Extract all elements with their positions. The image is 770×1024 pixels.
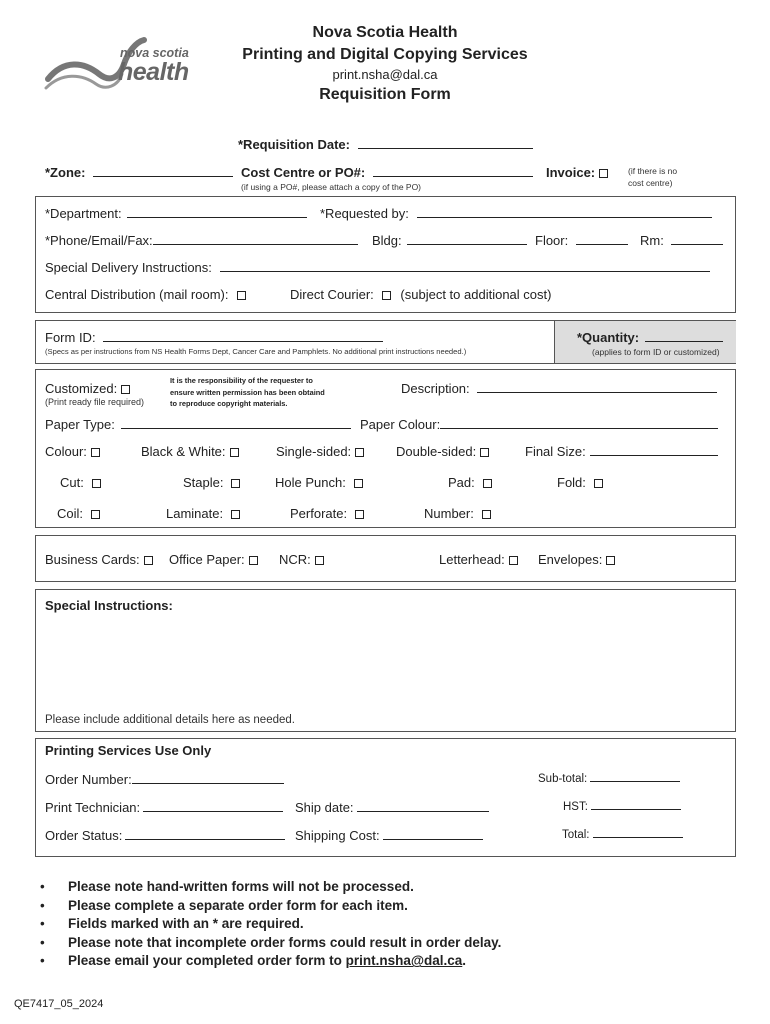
single-sided-checkbox[interactable] bbox=[355, 448, 364, 457]
cut-checkbox[interactable] bbox=[92, 479, 101, 488]
note-item bbox=[40, 952, 501, 971]
form-title: Requisition Form bbox=[319, 86, 451, 103]
central-distribution-label: Central Distribution (mail room): bbox=[45, 287, 229, 302]
paper-colour-field[interactable] bbox=[360, 417, 718, 432]
note-period: . bbox=[462, 953, 467, 969]
form-id-label: Form ID: bbox=[45, 330, 96, 345]
final-size-field[interactable] bbox=[525, 444, 718, 459]
quantity-label: *Quantity: bbox=[577, 330, 640, 345]
note-text: Please complete a separate order form for each item. bbox=[68, 897, 408, 913]
customized-label: Customized: bbox=[45, 381, 118, 396]
total-label: Total: bbox=[562, 829, 590, 841]
letterhead-label: Letterhead: bbox=[439, 552, 505, 567]
perforate-label: Perforate: bbox=[290, 506, 348, 521]
copyright-note-3: to reproduce copyright materials. bbox=[170, 399, 288, 408]
central-distribution-field[interactable] bbox=[45, 287, 246, 302]
note-text: Please email your completed order form to bbox=[68, 953, 346, 969]
description-label: Description: bbox=[401, 381, 470, 396]
department-label: *Department: bbox=[45, 206, 122, 221]
bullet: • bbox=[40, 916, 45, 932]
description-field[interactable] bbox=[401, 381, 717, 396]
ncr-checkbox[interactable] bbox=[315, 556, 324, 565]
special-delivery-field[interactable] bbox=[45, 260, 710, 275]
floor-field[interactable] bbox=[535, 233, 628, 248]
total-field[interactable] bbox=[562, 829, 683, 841]
staple-checkbox[interactable] bbox=[231, 479, 240, 488]
hole-punch-option[interactable] bbox=[275, 475, 363, 490]
zone-label: *Zone: bbox=[45, 165, 86, 180]
business-cards-label: Business Cards: bbox=[45, 552, 140, 567]
business-cards-checkbox[interactable] bbox=[144, 556, 153, 565]
cost-centre-field[interactable] bbox=[241, 165, 533, 180]
print-ready-note: (Print ready file required) bbox=[45, 397, 145, 407]
note-item bbox=[40, 934, 501, 953]
phone-field[interactable] bbox=[45, 233, 358, 248]
special-instructions-note: Please include additional details here as needed. bbox=[45, 714, 295, 726]
double-sided-label: Double-sided: bbox=[396, 444, 477, 459]
paper-type-label: Paper Type: bbox=[45, 417, 115, 432]
customized-field[interactable] bbox=[45, 381, 130, 396]
single-sided-option[interactable] bbox=[276, 444, 364, 459]
logo bbox=[44, 34, 194, 94]
subtotal-label: Sub-total: bbox=[538, 773, 588, 785]
paper-colour-label: Paper Colour: bbox=[360, 417, 441, 432]
coil-option[interactable] bbox=[57, 506, 100, 521]
single-sided-label: Single-sided: bbox=[276, 444, 352, 459]
fold-checkbox[interactable] bbox=[594, 479, 603, 488]
header-email: print.nsha@dal.ca bbox=[332, 67, 438, 82]
colour-checkbox[interactable] bbox=[91, 448, 100, 457]
perforate-checkbox[interactable] bbox=[355, 510, 364, 519]
email-link[interactable]: print.nsha@dal.ca bbox=[345, 953, 463, 969]
hst-field[interactable] bbox=[563, 801, 681, 813]
staple-option[interactable] bbox=[183, 475, 240, 490]
pad-checkbox[interactable] bbox=[483, 479, 492, 488]
bullet: • bbox=[40, 879, 45, 894]
phone-label: *Phone/Email/Fax: bbox=[45, 233, 153, 248]
number-checkbox[interactable] bbox=[482, 510, 491, 519]
cost-centre-label: Cost Centre or PO#: bbox=[241, 165, 366, 180]
bw-option[interactable] bbox=[141, 444, 239, 459]
invoice-note-2: cost centre) bbox=[628, 178, 673, 188]
special-instructions-title: Special Instructions: bbox=[45, 598, 173, 613]
laminate-checkbox[interactable] bbox=[231, 510, 240, 519]
double-sided-checkbox[interactable] bbox=[480, 448, 489, 457]
rm-label: Rm: bbox=[640, 233, 664, 248]
staple-label: Staple: bbox=[183, 475, 224, 490]
bldg-field[interactable] bbox=[372, 233, 527, 248]
office-paper-label: Office Paper: bbox=[169, 552, 245, 567]
service-name: Printing and Digital Copying Services bbox=[242, 46, 528, 63]
requisition-date-label: *Requisition Date: bbox=[238, 137, 350, 152]
shipping-cost-label: Shipping Cost: bbox=[295, 828, 380, 843]
laminate-option[interactable] bbox=[166, 506, 240, 521]
final-size-label: Final Size: bbox=[525, 444, 586, 459]
quantity-field[interactable] bbox=[577, 330, 723, 345]
notes-list bbox=[40, 878, 501, 971]
order-number-field[interactable] bbox=[45, 772, 284, 787]
cut-label: Cut: bbox=[60, 475, 84, 490]
order-status-field[interactable] bbox=[45, 828, 285, 843]
coil-checkbox[interactable] bbox=[91, 510, 100, 519]
bullet: • bbox=[40, 934, 45, 950]
bullet: • bbox=[40, 897, 45, 913]
coil-label: Coil: bbox=[57, 506, 84, 521]
cost-centre-note: (if using a PO#, please attach a copy of the PO) bbox=[241, 182, 422, 192]
colour-label: Colour: bbox=[45, 444, 87, 459]
envelopes-checkbox[interactable] bbox=[606, 556, 615, 565]
copyright-note-2: ensure written permission has been obtaind bbox=[170, 388, 325, 397]
bw-label: Black & White: bbox=[141, 444, 226, 459]
logo-text-top: nova scotia bbox=[120, 46, 189, 60]
double-sided-option[interactable] bbox=[396, 444, 489, 459]
envelopes-option[interactable] bbox=[538, 552, 615, 567]
subtotal-field[interactable] bbox=[538, 773, 680, 785]
customized-checkbox[interactable] bbox=[121, 385, 130, 394]
pad-label: Pad: bbox=[448, 475, 475, 490]
letterhead-checkbox[interactable] bbox=[509, 556, 518, 565]
rm-field[interactable] bbox=[640, 233, 723, 248]
business-cards-option[interactable] bbox=[45, 552, 153, 567]
invoice-checkbox[interactable] bbox=[599, 169, 608, 178]
ncr-label: NCR: bbox=[279, 552, 311, 567]
colour-option[interactable] bbox=[45, 444, 100, 459]
hst-label: HST: bbox=[563, 801, 588, 813]
bldg-label: Bldg: bbox=[372, 233, 402, 248]
note-text: Please note hand-written forms will not be processed. bbox=[68, 879, 414, 894]
form-code: QE7417_05_2024 bbox=[14, 998, 104, 1010]
fold-option[interactable] bbox=[557, 475, 603, 490]
shipping-cost-field[interactable] bbox=[295, 828, 483, 843]
services-title: Printing Services Use Only bbox=[45, 743, 212, 758]
note-text: Please note that incomplete order forms could result in order delay. bbox=[68, 934, 502, 950]
letterhead-option[interactable] bbox=[439, 552, 518, 567]
fold-label: Fold: bbox=[557, 475, 586, 490]
bw-checkbox[interactable] bbox=[230, 448, 239, 457]
form-id-note: (Specs as per instructions from NS Health Forms Dept, Cancer Care and Pamphlets. No additional print instructions needed.) bbox=[45, 347, 467, 356]
org-name: Nova Scotia Health bbox=[312, 24, 458, 41]
quantity-note: (applies to form ID or customized) bbox=[592, 347, 720, 357]
logo-text-bottom: health bbox=[118, 58, 189, 86]
number-option[interactable] bbox=[424, 506, 491, 521]
direct-courier-field[interactable] bbox=[290, 287, 551, 302]
number-label: Number: bbox=[424, 506, 474, 521]
invoice-field[interactable] bbox=[546, 165, 608, 180]
requisition-date-field[interactable] bbox=[238, 137, 533, 152]
office-paper-option[interactable] bbox=[169, 552, 258, 567]
note-text: Fields marked with an * are required. bbox=[68, 916, 304, 932]
requested-by-label: *Requested by: bbox=[320, 206, 409, 221]
order-number-label: Order Number: bbox=[45, 772, 132, 787]
invoice-note-1: (if there is no bbox=[628, 166, 678, 176]
cut-option[interactable] bbox=[60, 475, 101, 490]
department-field[interactable] bbox=[45, 206, 307, 221]
print-tech-label: Print Technician: bbox=[45, 800, 141, 815]
office-paper-checkbox[interactable] bbox=[249, 556, 258, 565]
note-item bbox=[40, 915, 501, 934]
bullet: • bbox=[40, 953, 45, 969]
perforate-option[interactable] bbox=[290, 506, 364, 521]
laminate-label: Laminate: bbox=[166, 506, 224, 521]
print-tech-field[interactable] bbox=[45, 800, 283, 815]
pad-option[interactable] bbox=[448, 475, 492, 490]
courier-note: (subject to additional cost) bbox=[400, 287, 552, 302]
special-delivery-label: Special Delivery Instructions: bbox=[45, 260, 212, 275]
paper-type-field[interactable] bbox=[45, 417, 351, 432]
zone-field[interactable] bbox=[45, 165, 233, 180]
envelopes-label: Envelopes: bbox=[538, 552, 603, 567]
hole-punch-label: Hole Punch: bbox=[275, 475, 346, 490]
floor-label: Floor: bbox=[535, 233, 569, 248]
note-item bbox=[40, 897, 501, 916]
order-status-label: Order Status: bbox=[45, 828, 123, 843]
form-id-field[interactable] bbox=[45, 330, 383, 345]
note-item bbox=[40, 878, 501, 897]
direct-courier-checkbox[interactable] bbox=[382, 291, 391, 300]
hole-punch-checkbox[interactable] bbox=[354, 479, 363, 488]
copyright-note-1: It is the responsibility of the requester to bbox=[170, 376, 313, 385]
invoice-label: Invoice: bbox=[546, 165, 596, 180]
requested-by-field[interactable] bbox=[320, 206, 712, 221]
ship-date-field[interactable] bbox=[295, 800, 489, 815]
direct-courier-label: Direct Courier: bbox=[290, 287, 374, 302]
ncr-option[interactable] bbox=[279, 552, 324, 567]
central-distribution-checkbox[interactable] bbox=[237, 291, 246, 300]
ship-date-label: Ship date: bbox=[295, 800, 354, 815]
